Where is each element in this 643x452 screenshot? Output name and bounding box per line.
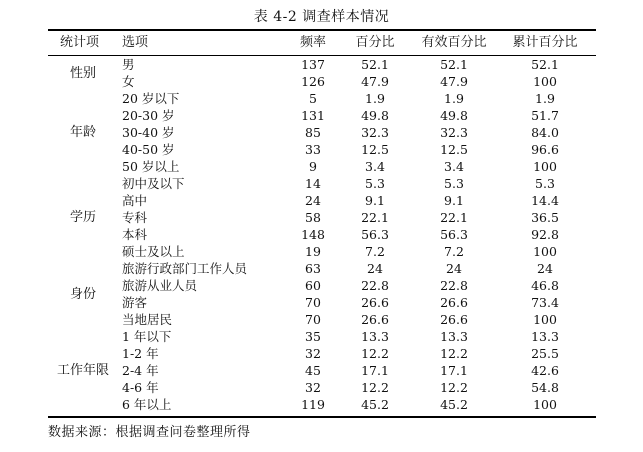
frequency-cell: 148 [301,227,325,242]
option-cell: 20-30 岁 [122,108,175,123]
table-row [0,260,643,277]
valid-percent-cell: 12.2 [440,380,468,395]
group-label: 学历 [69,210,96,225]
header-frequency: 频率 [299,35,326,50]
table-row [0,328,643,345]
cumulative-percent-cell: 5.3 [535,176,555,191]
valid-percent-cell: 49.8 [440,108,468,123]
percent-cell: 9.1 [365,193,385,208]
percent-cell: 12.5 [361,142,389,157]
valid-percent-cell: 56.3 [440,227,468,242]
table-body [0,56,643,413]
bottom-rule [48,416,596,418]
group-label: 身份 [69,286,96,302]
cumulative-percent-cell: 36.5 [531,210,559,225]
valid-percent-cell: 22.1 [440,210,468,225]
option-cell: 旅游从业人员 [122,278,198,293]
table-row [0,192,643,209]
frequency-cell: 70 [305,312,321,327]
group-label: 工作年限 [56,363,109,378]
table-row [0,141,643,158]
option-cell: 50 岁以上 [122,159,180,174]
percent-cell: 56.3 [361,227,389,242]
valid-percent-cell: 24 [446,261,462,276]
cumulative-percent-cell: 100 [533,159,557,174]
percent-cell: 24 [367,261,383,276]
frequency-cell: 24 [305,193,321,208]
option-cell: 40-50 岁 [122,142,175,157]
frequency-cell: 70 [305,295,321,310]
percent-cell: 52.1 [361,57,389,72]
option-cell: 专科 [122,210,148,225]
frequency-cell: 5 [309,91,317,106]
percent-cell: 45.2 [361,397,389,412]
option-cell: 本科 [122,227,148,242]
frequency-cell: 9 [309,159,317,174]
table-row [0,243,643,260]
percent-cell: 1.9 [365,91,385,106]
percent-cell: 12.2 [361,346,389,361]
percent-cell: 22.8 [361,278,389,293]
option-cell: 硕士及以上 [122,244,185,259]
header-valid-percent: 有效百分比 [421,35,487,50]
percent-cell: 5.3 [365,176,385,191]
option-cell: 4-6 年 [122,380,159,395]
table-row [0,379,643,396]
valid-percent-cell: 52.1 [440,57,468,72]
frequency-cell: 131 [301,108,325,123]
option-cell: 当地居民 [122,312,173,327]
frequency-cell: 126 [301,74,325,89]
table-row [0,90,643,107]
cumulative-percent-cell: 73.4 [531,295,559,310]
valid-percent-cell: 32.3 [440,125,468,140]
valid-percent-cell: 47.9 [440,74,468,89]
cumulative-percent-cell: 46.8 [531,278,559,293]
table-row [0,226,643,243]
cumulative-percent-cell: 42.6 [531,363,559,378]
option-cell: 男 [122,57,135,72]
valid-percent-cell: 5.3 [444,176,464,191]
cumulative-percent-cell: 52.1 [531,57,559,72]
frequency-cell: 32 [305,380,321,395]
frequency-cell: 85 [305,125,321,140]
percent-cell: 12.2 [361,380,389,395]
cumulative-percent-cell: 100 [533,244,557,259]
percent-cell: 3.4 [365,159,385,174]
cumulative-percent-cell: 14.4 [531,193,559,208]
cumulative-percent-cell: 24 [537,261,553,276]
frequency-cell: 60 [305,278,321,293]
option-cell: 1-2 年 [122,346,159,361]
valid-percent-cell: 7.2 [444,244,464,259]
percent-cell: 26.6 [361,312,389,327]
cumulative-percent-cell: 100 [533,312,557,327]
percent-cell: 7.2 [365,244,385,259]
frequency-cell: 63 [305,261,321,276]
percent-cell: 26.6 [361,295,389,310]
valid-percent-cell: 17.1 [440,363,468,378]
cumulative-percent-cell: 13.3 [531,329,559,344]
frequency-cell: 33 [305,142,321,157]
table-row [0,158,643,175]
valid-percent-cell: 26.6 [440,312,468,327]
percent-cell: 32.3 [361,125,389,140]
option-cell: 2-4 年 [122,363,159,378]
frequency-cell: 45 [305,363,321,378]
valid-percent-cell: 9.1 [444,193,464,208]
header-option: 选项 [122,35,149,50]
percent-cell: 22.1 [361,210,389,225]
valid-percent-cell: 26.6 [440,295,468,310]
valid-percent-cell: 12.5 [440,142,468,157]
cumulative-percent-cell: 25.5 [531,346,559,361]
cumulative-percent-cell: 100 [533,397,557,412]
header-percent: 百分比 [355,35,395,50]
option-cell: 高中 [122,193,148,208]
table-row [0,107,643,124]
cumulative-percent-cell: 100 [533,74,557,89]
option-cell: 1 年以下 [122,329,172,344]
option-cell: 旅游行政部门工作人员 [122,261,248,276]
valid-percent-cell: 12.2 [440,346,468,361]
cumulative-percent-cell: 1.9 [535,91,555,106]
frequency-cell: 137 [301,57,325,72]
group-label: 性别 [69,65,96,81]
valid-percent-cell: 3.4 [444,159,464,174]
frequency-cell: 119 [301,397,325,412]
frequency-cell: 32 [305,346,321,361]
data-source-note: 数据来源：根据调查问卷整理所得 [48,425,251,440]
option-cell: 20 岁以下 [122,91,180,106]
cumulative-percent-cell: 84.0 [531,125,559,140]
percent-cell: 47.9 [361,74,389,89]
cumulative-percent-cell: 92.8 [531,227,559,242]
cumulative-percent-cell: 51.7 [531,108,559,123]
table-row [0,311,643,328]
percent-cell: 49.8 [361,108,389,123]
frequency-cell: 14 [305,176,321,191]
frequency-cell: 19 [305,244,321,259]
valid-percent-cell: 45.2 [440,397,468,412]
frequency-cell: 58 [305,210,321,225]
percent-cell: 17.1 [361,363,389,378]
option-cell: 30-40 岁 [122,125,175,140]
option-cell: 女 [122,74,135,89]
group-label: 年龄 [69,125,96,140]
table-caption: 表 4-2 调查样本情况 [253,9,390,25]
cumulative-percent-cell: 54.8 [531,380,559,395]
top-rule [48,29,596,31]
option-cell: 初中及以下 [122,176,185,191]
table-row [0,175,643,192]
option-cell: 6 年以上 [122,397,172,412]
valid-percent-cell: 1.9 [444,91,464,106]
frequency-cell: 35 [305,329,321,344]
cumulative-percent-cell: 96.6 [531,142,559,157]
header-category: 统计项 [60,35,100,50]
header-cumulative-percent: 累计百分比 [512,35,578,50]
percent-cell: 13.3 [361,329,389,344]
option-cell: 游客 [122,295,148,310]
table-row [0,396,643,413]
table-row [0,345,643,362]
valid-percent-cell: 13.3 [440,329,468,344]
valid-percent-cell: 22.8 [440,278,468,293]
